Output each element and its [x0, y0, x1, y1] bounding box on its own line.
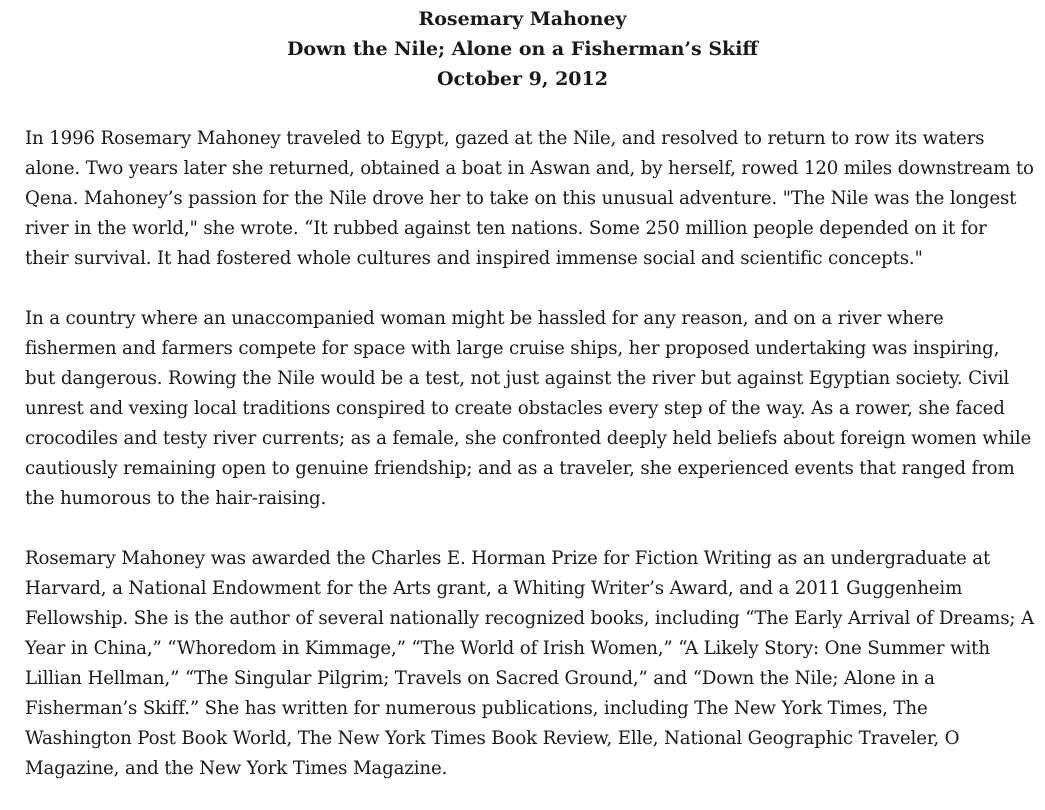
book-title: Down the Nile; Alone on a Fisherman’s Skiff [286, 38, 759, 60]
document-body [25, 124, 1035, 810]
event-date: October 9, 2012 [437, 68, 608, 90]
paragraph-intro: In 1996 Rosemary Mahoney traveled to Egypt, gazed at the Nile, and resolved to return to row its waters alone. Two years later she returned, obtained a boat in Aswan and, by herself, rowed 120 miles downstream to Qena. Mahoney’s passion for the Nile drove her to take on this unusual adventure. "The Nile was the longest river in the world," she wrote. “It rubbed against ten nations. Some 250 million people depended on it for their survival. It had fostered whole cultures and inspired immense social and scientific concepts." [25, 128, 1034, 269]
author-name: Rosemary Mahoney [418, 8, 627, 30]
paragraph-journey: In a country where an unaccompanied woman might be hassled for any reason, and on a river where fishermen and farmers compete for space with large cruise ships, her proposed undertaking was inspiring, but dangerous. Rowing the Nile would be a test, not just against the river but against Egyptian society. Civil unrest and vexing local traditions conspired to create obstacles every step of the way. As a rower, she faced crocodiles and testy river currents; as a female, she confronted deeply held beliefs about foreign women while cautiously remaining open to genuine friendship; and as a traveler, she experienced events that ranged from the humorous to the hair-raising. [25, 308, 1032, 509]
document-header [0, 4, 1045, 94]
paragraph-bio: Rosemary Mahoney was awarded the Charles E. Horman Prize for Fiction Writing as an undergraduate at Harvard, a National Endowment for the Arts grant, a Whiting Writer’s Award, and a 2011 Guggenheim Fellowship. She is the author of several nationally recognized books, including “The Early Arrival of Dreams; A Year in China,” “Whoredom in Kimmage,” “The World of Irish Women,” “A Likely Story: One Summer with Lillian Hellman,” “The Singular Pilgrim; Travels on Sacred Ground,” and “Down the Nile; Alone in a Fisherman’s Skiff.” She has written for numerous publications, including The New York Times, The Washington Post Book World, The New York Times Book Review, Elle, National Geographic Traveler, O Magazine, and the New York Times Magazine. [25, 548, 1035, 779]
